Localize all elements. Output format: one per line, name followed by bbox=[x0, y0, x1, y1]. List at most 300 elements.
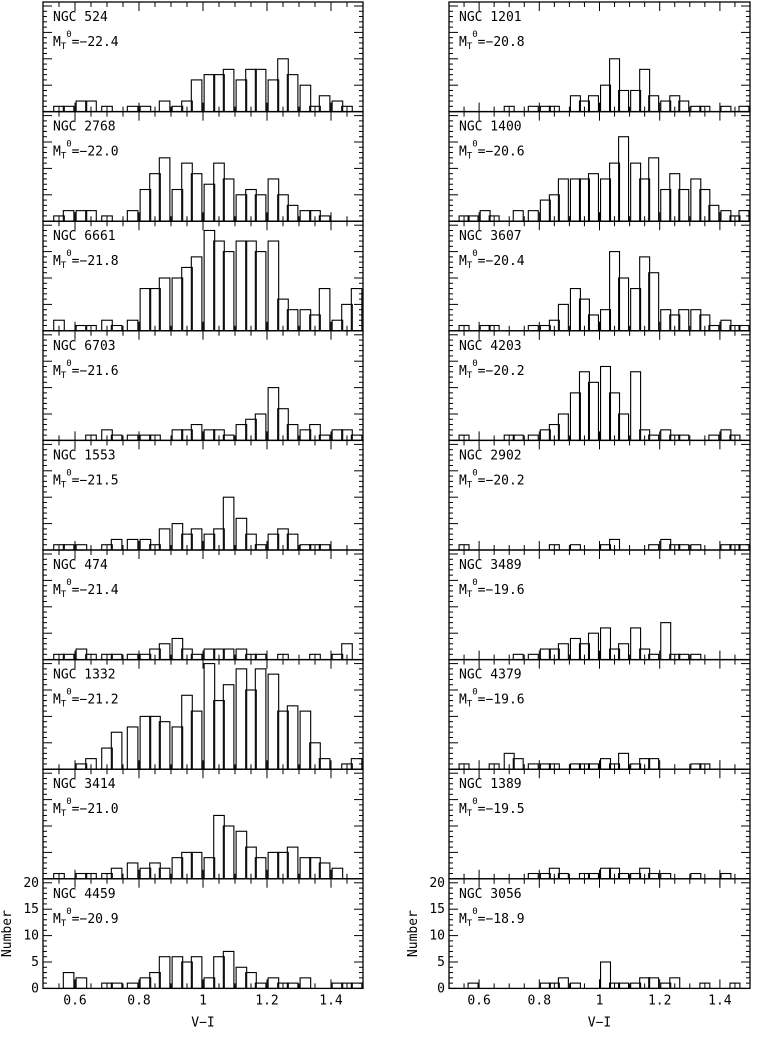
histogram-bar bbox=[332, 320, 343, 331]
histogram-bar bbox=[111, 654, 122, 659]
magnitude-label: $M_T^0=-18.9$ bbox=[459, 906, 525, 929]
panel bbox=[43, 660, 363, 770]
histogram-bar bbox=[709, 205, 719, 221]
histogram-bar bbox=[649, 759, 659, 770]
histogram-bar bbox=[351, 983, 362, 988]
histogram-bar bbox=[610, 163, 620, 221]
magnitude-label: $M_T^0=-21.4$ bbox=[53, 578, 119, 600]
histogram-bar bbox=[631, 628, 641, 660]
histogram-bar bbox=[691, 654, 701, 659]
histogram-bar bbox=[691, 874, 701, 879]
panel bbox=[43, 331, 363, 441]
histogram-bar bbox=[204, 184, 215, 221]
histogram-bar bbox=[721, 106, 731, 111]
histogram-bar bbox=[540, 983, 550, 988]
galaxy-name-label: NGC 2902 bbox=[459, 448, 522, 464]
histogram-bar bbox=[268, 674, 279, 769]
histogram-bar bbox=[513, 654, 523, 659]
magnitude-label: $M_T^0=-21.5$ bbox=[53, 468, 119, 491]
histogram-bar bbox=[661, 539, 671, 550]
histogram-bar bbox=[159, 722, 170, 770]
histogram-bar bbox=[661, 310, 671, 331]
magnitude-label: $M_T^0=-21.0$ bbox=[53, 797, 119, 820]
histogram-bar bbox=[268, 241, 279, 331]
x-tick-label: 1.4 bbox=[319, 993, 343, 1009]
histogram-bar bbox=[558, 644, 568, 660]
histogram-bar bbox=[610, 252, 620, 331]
histogram-bar bbox=[236, 80, 247, 112]
histogram-bar bbox=[513, 435, 523, 440]
histogram-bar bbox=[721, 320, 731, 331]
panel bbox=[43, 112, 363, 222]
histogram-bar bbox=[649, 874, 659, 879]
panel bbox=[449, 879, 750, 989]
x-axis-label: V−I bbox=[587, 1015, 612, 1031]
histogram-bar bbox=[601, 179, 611, 221]
histogram-bar bbox=[246, 690, 257, 769]
histogram-bar bbox=[111, 326, 122, 331]
histogram-bar bbox=[172, 727, 183, 769]
galaxy-name-label: NGC 524 bbox=[53, 10, 108, 25]
histogram-bar bbox=[691, 310, 701, 331]
histogram-bar bbox=[589, 874, 599, 879]
histogram-bar bbox=[601, 962, 611, 988]
histogram-bar bbox=[300, 858, 311, 879]
histogram-bar bbox=[691, 106, 701, 111]
histogram-bar bbox=[589, 764, 599, 769]
x-tick-label: 1.2 bbox=[255, 993, 279, 1009]
histogram-bar bbox=[204, 858, 215, 879]
histogram-bar bbox=[601, 85, 611, 111]
histogram-bar bbox=[159, 278, 170, 331]
histogram-bar bbox=[540, 649, 550, 660]
x-tick-label: 0.6 bbox=[467, 993, 491, 1009]
magnitude-label: $M_T^0=-20.2$ bbox=[459, 468, 525, 491]
histogram-bar bbox=[76, 978, 87, 989]
histogram-bar bbox=[619, 414, 629, 440]
histogram-bar bbox=[172, 858, 183, 879]
histogram-bar bbox=[287, 205, 298, 221]
histogram-bar bbox=[601, 545, 611, 550]
histogram-bar bbox=[191, 852, 202, 878]
histogram-bar bbox=[63, 654, 74, 659]
histogram-bar bbox=[558, 978, 568, 989]
y-tick-label: 15 bbox=[429, 902, 445, 918]
histogram-bar bbox=[570, 545, 580, 550]
histogram-bar bbox=[589, 633, 599, 659]
histogram-bar bbox=[172, 524, 183, 550]
y-tick-label: 20 bbox=[23, 875, 39, 891]
histogram-bar bbox=[172, 278, 183, 331]
histogram-bar bbox=[601, 628, 611, 660]
histogram-bar bbox=[319, 759, 330, 770]
histogram-bar bbox=[528, 874, 538, 879]
histogram-bar bbox=[172, 638, 183, 659]
histogram-bar bbox=[182, 163, 193, 221]
galaxy-name-label: NGC 4379 bbox=[459, 667, 522, 683]
histogram-bar bbox=[223, 179, 234, 221]
histogram-bar bbox=[204, 75, 215, 112]
histogram-bar bbox=[540, 874, 550, 879]
histogram-bar bbox=[111, 732, 122, 769]
histogram-bar bbox=[223, 649, 234, 660]
galaxy-name-label: NGC 4203 bbox=[459, 338, 522, 354]
histogram-bar bbox=[319, 435, 330, 440]
histogram-bar bbox=[172, 190, 183, 222]
magnitude-label: $M_T^0=-22.0$ bbox=[53, 139, 119, 162]
histogram-bar bbox=[528, 435, 538, 440]
histogram-bar bbox=[287, 983, 298, 988]
magnitude-label: $M_T^0=-19.5$ bbox=[459, 797, 525, 820]
histogram-bar bbox=[589, 315, 599, 331]
histogram-bar bbox=[300, 711, 311, 769]
histogram-bar bbox=[332, 868, 343, 879]
magnitude-label: $M_T^0=-21.2$ bbox=[53, 687, 119, 710]
histogram-bar bbox=[619, 278, 629, 331]
histogram-bar bbox=[140, 654, 151, 659]
histogram-bar bbox=[236, 241, 247, 331]
histogram-bar bbox=[649, 435, 659, 440]
histogram-bar bbox=[739, 545, 749, 550]
histogram-bar bbox=[278, 711, 289, 769]
histogram-bar bbox=[558, 874, 568, 879]
galaxy-name-label: NGC 6703 bbox=[53, 338, 116, 354]
y-tick-label: 20 bbox=[429, 875, 445, 891]
histogram-bar bbox=[214, 163, 225, 221]
histogram-bar bbox=[679, 654, 689, 659]
histogram-bar bbox=[287, 75, 298, 112]
histogram-bar bbox=[480, 326, 490, 331]
histogram-bar bbox=[140, 289, 151, 331]
galaxy-name-label: NGC 1400 bbox=[459, 119, 522, 135]
histogram-bar bbox=[140, 716, 151, 769]
histogram-bar bbox=[570, 393, 580, 441]
histogram-bar bbox=[601, 759, 611, 770]
magnitude-label: $M_T^0=-20.8$ bbox=[459, 30, 525, 52]
histogram-bar bbox=[255, 858, 266, 879]
panel bbox=[449, 2, 750, 112]
y-tick-label: 10 bbox=[429, 928, 445, 944]
histogram-bar bbox=[721, 430, 731, 441]
galaxy-name-label: NGC 6661 bbox=[53, 229, 116, 245]
histogram-bar bbox=[332, 101, 343, 112]
histogram-bar bbox=[589, 96, 599, 112]
histogram-bar bbox=[649, 273, 659, 331]
histogram-bar bbox=[649, 978, 659, 989]
histogram-bar bbox=[76, 649, 87, 660]
histogram-bar bbox=[223, 69, 234, 111]
histogram-bar bbox=[140, 190, 151, 222]
histogram-bar bbox=[319, 96, 330, 112]
histogram-bar bbox=[204, 664, 215, 770]
histogram-bar bbox=[223, 497, 234, 550]
histogram-bar bbox=[140, 106, 151, 111]
histogram-bar bbox=[159, 957, 170, 989]
chart-column-left bbox=[0, 2, 363, 1030]
histogram-bar bbox=[540, 430, 550, 441]
galaxy-name-label: NGC 474 bbox=[53, 558, 108, 573]
histogram-bar bbox=[223, 252, 234, 331]
histogram-bar bbox=[172, 106, 183, 111]
histogram-bar bbox=[619, 983, 629, 988]
histogram-bar bbox=[236, 831, 247, 879]
x-tick-label: 1 bbox=[199, 993, 207, 1009]
magnitude-label: $M_T^0=-19.6$ bbox=[459, 687, 525, 710]
histogram-bar bbox=[661, 623, 671, 660]
panel bbox=[43, 221, 363, 331]
histogram-bar bbox=[570, 179, 580, 221]
histogram-bar bbox=[319, 863, 330, 879]
histogram-bar bbox=[236, 425, 247, 441]
histogram-bar bbox=[739, 106, 749, 111]
panel bbox=[43, 879, 363, 989]
histogram-bar bbox=[540, 326, 550, 331]
histogram-bar bbox=[679, 545, 689, 550]
histogram-bar bbox=[182, 267, 193, 330]
histogram-bar bbox=[619, 137, 629, 221]
magnitude-label: $M_T^0=-20.4$ bbox=[459, 249, 525, 272]
histogram-bar bbox=[255, 654, 266, 659]
histogram-bar bbox=[332, 430, 343, 441]
histogram-bar bbox=[287, 310, 298, 331]
histogram-bar bbox=[709, 326, 719, 331]
histogram-bar bbox=[610, 59, 620, 112]
histogram-bar bbox=[255, 669, 266, 769]
histogram-bar bbox=[319, 216, 330, 221]
histogram-bar bbox=[287, 534, 298, 550]
histogram-bar bbox=[191, 174, 202, 222]
histogram-bar bbox=[127, 863, 138, 879]
histogram-bar bbox=[278, 59, 289, 112]
galaxy-name-label: NGC 3056 bbox=[459, 886, 522, 902]
histogram-bar bbox=[236, 518, 247, 550]
histogram-bar bbox=[579, 179, 589, 221]
galaxy-name-label: NGC 3607 bbox=[459, 229, 522, 245]
histogram-bar bbox=[214, 701, 225, 770]
histogram-bar bbox=[319, 545, 330, 550]
histogram-bar bbox=[191, 654, 202, 659]
panel bbox=[43, 2, 363, 112]
histogram-bar bbox=[191, 711, 202, 769]
histogram-bar bbox=[691, 764, 701, 769]
histogram-bar bbox=[236, 967, 247, 988]
x-tick-label: 1 bbox=[595, 993, 604, 1009]
histogram-bar bbox=[268, 978, 279, 989]
histogram-bar bbox=[268, 179, 279, 221]
histogram-bar bbox=[204, 978, 215, 989]
histogram-bar bbox=[223, 685, 234, 769]
histogram-bar bbox=[619, 753, 629, 769]
histogram-bar bbox=[649, 545, 659, 550]
histogram-bar bbox=[300, 978, 311, 989]
histogram-bar bbox=[631, 289, 641, 331]
x-tick-label: 0.8 bbox=[527, 993, 552, 1009]
histogram-bar bbox=[140, 868, 151, 879]
histogram-bar bbox=[76, 764, 87, 769]
magnitude-label: $M_T^0=-19.6$ bbox=[459, 578, 525, 600]
histogram-bar bbox=[540, 764, 550, 769]
galaxy-name-label: NGC 3414 bbox=[53, 777, 116, 793]
histogram-bar bbox=[127, 727, 138, 769]
histogram-bar bbox=[661, 983, 671, 988]
histogram-bar bbox=[610, 393, 620, 441]
histogram-bar bbox=[319, 289, 330, 331]
histogram-bar bbox=[513, 211, 523, 222]
histogram-bar bbox=[111, 435, 122, 440]
histogram-bar bbox=[63, 211, 74, 222]
histogram-bar bbox=[640, 69, 650, 111]
histogram-bar bbox=[631, 90, 641, 111]
panel bbox=[43, 769, 363, 879]
histogram-bar bbox=[150, 289, 161, 331]
histogram-bar bbox=[679, 101, 689, 112]
histogram-bar bbox=[76, 874, 87, 879]
histogram-bar bbox=[223, 826, 234, 879]
histogram-bar bbox=[619, 874, 629, 879]
histogram-bar bbox=[255, 414, 266, 440]
magnitude-label: $M_T^0=-20.2$ bbox=[459, 358, 525, 381]
histogram-bar bbox=[570, 96, 580, 112]
histogram-bar bbox=[127, 211, 138, 222]
y-tick-label: 0 bbox=[31, 981, 39, 997]
y-tick-label: 5 bbox=[31, 955, 39, 970]
x-tick-label: 1.4 bbox=[708, 993, 732, 1009]
histogram-bar bbox=[721, 545, 731, 550]
histogram-bar bbox=[150, 174, 161, 222]
histogram-bar bbox=[191, 257, 202, 331]
histogram-bar bbox=[679, 435, 689, 440]
galaxy-name-label: NGC 4459 bbox=[53, 886, 116, 902]
histogram-bar bbox=[679, 310, 689, 331]
histogram-bar bbox=[351, 435, 362, 440]
histogram-bar bbox=[528, 211, 538, 222]
histogram-bar bbox=[570, 638, 580, 659]
y-axis-label: Number bbox=[0, 910, 15, 958]
histogram-bar bbox=[558, 304, 568, 330]
histogram-bar bbox=[76, 101, 87, 112]
histogram-bar bbox=[300, 85, 311, 111]
histogram-bar bbox=[619, 90, 629, 111]
galaxy-name-label: NGC 3489 bbox=[459, 558, 522, 573]
histogram-bar bbox=[528, 106, 538, 111]
histogram-bar bbox=[63, 973, 74, 989]
histogram-bar bbox=[159, 101, 170, 112]
histogram-bar bbox=[739, 326, 749, 331]
chart-column-right bbox=[406, 2, 750, 1030]
magnitude-label: $M_T^0=-20.9$ bbox=[53, 906, 119, 929]
histogram-bar bbox=[172, 957, 183, 989]
x-tick-label: 0.6 bbox=[63, 993, 87, 1009]
histogram-bar bbox=[300, 430, 311, 441]
histogram-bar bbox=[127, 539, 138, 550]
histogram-bar bbox=[589, 174, 599, 222]
histogram-bar bbox=[570, 764, 580, 769]
panel bbox=[449, 769, 750, 879]
histogram-bar bbox=[268, 534, 279, 550]
histogram-bar bbox=[204, 230, 215, 330]
magnitude-label: $M_T^0=-20.6$ bbox=[459, 139, 525, 162]
panel bbox=[449, 440, 750, 550]
histogram-bar bbox=[300, 545, 311, 550]
histogram-bar bbox=[150, 716, 161, 769]
magnitude-label: $M_T^0=-21.6$ bbox=[53, 358, 119, 381]
histogram-bar bbox=[172, 430, 183, 441]
histogram-bar bbox=[649, 654, 659, 659]
histogram-bar bbox=[721, 211, 731, 222]
y-tick-label: 15 bbox=[23, 902, 39, 918]
histogram-bar bbox=[127, 654, 138, 659]
histogram-bar bbox=[468, 983, 478, 988]
magnitude-label: $M_T^0=-21.8$ bbox=[53, 249, 119, 272]
histogram-bar bbox=[287, 425, 298, 441]
histogram-bar bbox=[670, 174, 680, 222]
histogram-bar bbox=[579, 372, 589, 441]
histogram-bar bbox=[558, 414, 568, 440]
histogram-bar bbox=[570, 983, 580, 988]
histogram-bar bbox=[159, 868, 170, 879]
y-axis-label: Number bbox=[406, 910, 421, 958]
y-tick-label: 10 bbox=[23, 928, 39, 944]
histogram-bar bbox=[332, 654, 343, 659]
panel bbox=[449, 112, 750, 222]
histogram-bar bbox=[640, 179, 650, 221]
histogram-bar bbox=[191, 957, 202, 989]
histogram-bar bbox=[223, 435, 234, 440]
histogram-bar bbox=[631, 372, 641, 441]
histogram-bar bbox=[601, 366, 611, 440]
histogram-bar bbox=[159, 644, 170, 660]
histogram-bar bbox=[214, 241, 225, 331]
histogram-bar bbox=[204, 649, 215, 660]
histogram-bar bbox=[649, 96, 659, 112]
histogram-bar bbox=[601, 310, 611, 331]
histogram-bar bbox=[76, 545, 87, 550]
histogram-bar bbox=[268, 852, 279, 878]
histogram-bar bbox=[246, 241, 257, 331]
histogram-bar bbox=[661, 874, 671, 879]
histogram-bar bbox=[111, 983, 122, 988]
galaxy-name-label: NGC 1332 bbox=[53, 667, 116, 683]
histogram-bar bbox=[63, 106, 74, 111]
histogram-bar bbox=[111, 868, 122, 879]
histogram-bar bbox=[649, 158, 659, 221]
panel bbox=[43, 440, 363, 550]
histogram-bar bbox=[268, 388, 279, 441]
histogram-bar bbox=[300, 310, 311, 331]
histogram-bar bbox=[691, 545, 701, 550]
galaxy-name-label: NGC 2768 bbox=[53, 119, 116, 135]
histogram-bar bbox=[191, 80, 202, 112]
histogram-bar bbox=[140, 435, 151, 440]
histogram-bar bbox=[709, 435, 719, 440]
histogram-bar bbox=[631, 983, 641, 988]
histogram-bar bbox=[287, 847, 298, 879]
panel bbox=[43, 550, 363, 660]
histogram-bar bbox=[191, 529, 202, 550]
histogram-bar bbox=[255, 195, 266, 221]
y-tick-label: 5 bbox=[437, 955, 445, 970]
histogram-bar bbox=[204, 430, 215, 441]
histogram-bar bbox=[540, 200, 550, 221]
histogram-bar bbox=[255, 983, 266, 988]
histogram-bar bbox=[159, 529, 170, 550]
galaxy-name-label: NGC 1389 bbox=[459, 777, 522, 793]
histogram-bar bbox=[76, 211, 87, 222]
galaxy-name-label: NGC 1553 bbox=[53, 448, 116, 464]
histogram-bar bbox=[76, 326, 87, 331]
panel bbox=[449, 550, 750, 660]
histogram-bar bbox=[111, 539, 122, 550]
